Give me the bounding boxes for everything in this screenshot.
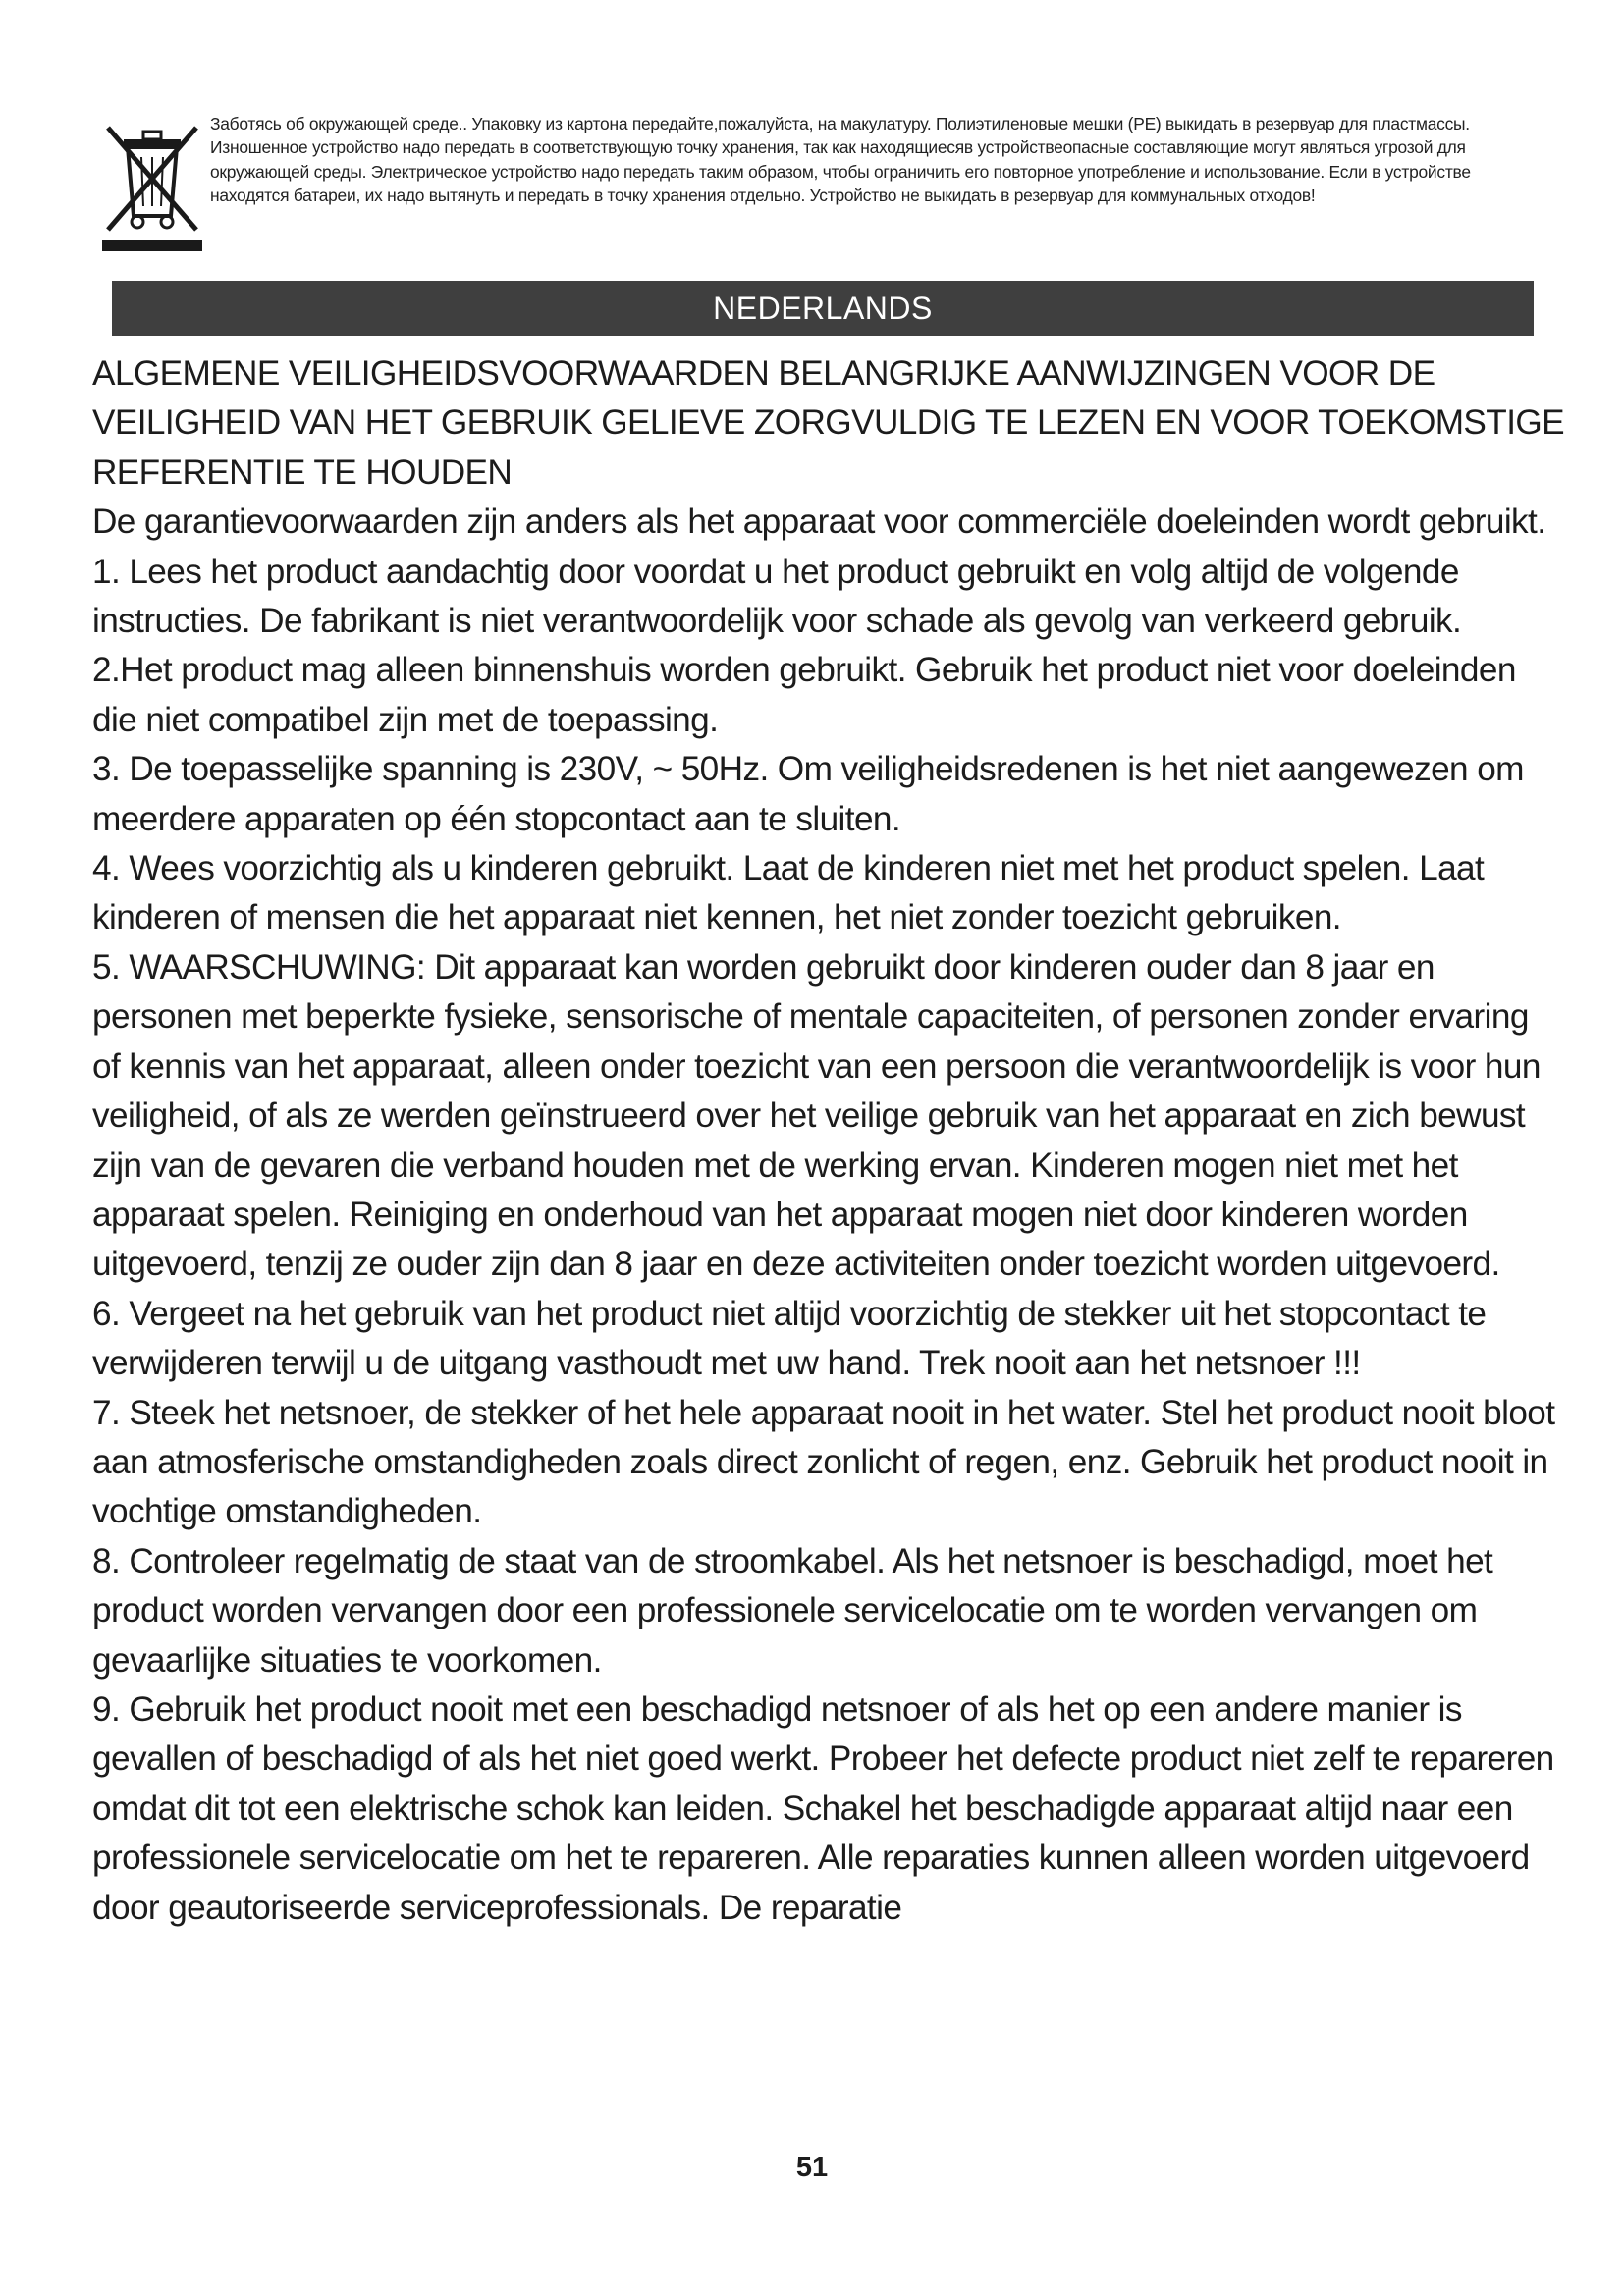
language-section-header: NEDERLANDS (112, 281, 1534, 336)
eco-notice (96, 112, 1510, 259)
warranty-intro: De garantievoorwaarden zijn anders als het apparaat voor commerciële doeleinden wordt gebruikt. (92, 503, 1546, 542)
instruction-item: 1. Lees het product aandachtig door voordat u het product gebruikt en volg altijd de volgende instructies. De fabrikant is niet verantwoordelijk voor schade als gevolg van verkeerd gebruik. (92, 552, 1462, 641)
instruction-item: 4. Wees voorzichtig als u kinderen gebruikt. Laat de kinderen niet met het product spelen. Laat kinderen of mensen die het apparaat niet kennen, het niet zonder toezicht gebruiken. (92, 849, 1485, 937)
instruction-item: 7. Steek het netsnoer, de stekker of het hele apparaat nooit in het water. Stel het product nooit bloot aan atmosferische omstandigheden zoals direct zonlicht of regen, enz. Gebruik het product nooit in vochtige omstandigheden. (92, 1393, 1555, 1531)
crossed-out-wheelie-bin-icon (96, 118, 206, 255)
instruction-item: 5. WAARSCHUWING: Dit apparaat kan worden gebruikt door kinderen ouder dan 8 jaar en personen met beperkte fysieke, sensorische of mentale capaciteiten, of personen zonder ervaring of kennis van het apparaat, alleen onder toezicht van een persoon die verantwoordelijk is voor hun veiligheid, of als ze werden geïnstrueerd over het veilige gebruik van het apparaat en zich bewust zijn van de gevaren die verband houden met de werking ervan. Kinderen mogen niet met het apparaat spelen. Reiniging en onderhoud van het apparaat mogen niet door kinderen worden uitgevoerd, tenzij ze ouder zijn dan 8 jaar en deze activiteiten onder toezicht worden uitgevoerd. (92, 947, 1541, 1284)
instruction-item: 3. De toepasselijke spanning is 230V, ~ 50Hz. Om veiligheidsredenen is het niet aangewezen om meerdere apparaten op één stopcontact aan te sluiten. (92, 750, 1524, 838)
page-number: 51 (795, 2152, 829, 2183)
instruction-item: 8. Controleer regelmatig de staat van de stroomkabel. Als het netsnoer is beschadigd, moet het product worden vervangen door een professionele servicelocatie om te worden vervangen om gevaarlijke situaties te voorkomen. (92, 1541, 1493, 1680)
section-heading: ALGEMENE VEILIGHEIDSVOORWAARDEN BELANGRIJKE AANWIJZINGEN VOOR DE VEILIGHEID VAN HET GEBRUIK GELIEVE ZORGVULDIG TE LEZEN EN VOOR TOEKOMSTIGE REFERENTIE TE HOUDEN (92, 354, 1565, 492)
instruction-item: 9. Gebruik het product nooit met een beschadigd netsnoer of als het op een andere manier is gevallen of beschadigd of als het niet goed werkt. Probeer het defecte product niet zelf te repareren omdat dit tot een elektrische schok kan leiden. Schakel het beschadigde apparaat altijd naar een professionele servicelocatie om het te repareren. Alle reparaties kunnen alleen worden uitgevoerd door geautoriseerde serviceprofessionals. De reparatie (92, 1689, 1554, 1927)
safety-instructions (92, 349, 1565, 1933)
instruction-item: 6. Vergeet na het gebruik van het product niet altijd voorzichtig de stekker uit het stopcontact te verwijderen terwijl u de uitgang vasthoudt met uw hand. Trek nooit aan het netsnoer !!! (92, 1294, 1487, 1383)
instruction-item: 2.Het product mag alleen binnenshuis worden gebruikt. Gebruik het product niet voor doeleinden die niet compatibel zijn met de toepassing. (92, 651, 1516, 739)
eco-notice-text: Заботясь об окружающей среде.. Упаковку из картона передайте,пожалуйста, на макулатуру. Полиэтиленовые мешки (PE) выкидать в резервуар для пластмассы. Изношенное устройство надо передать в соответствующую точку хранения, так как находящиесяв устройствеопасные составляющие могут являться угрозой для окружающей среды. Электрическое устройство надо передать таким образом, чтобы ограничить его повторное употребление и использование. Если в устройстве находятся батареи, их надо вытянуть и передать в точку хранения отдельно. Устройство не выкидать в резервуар для коммунальных отходов! (210, 114, 1471, 206)
